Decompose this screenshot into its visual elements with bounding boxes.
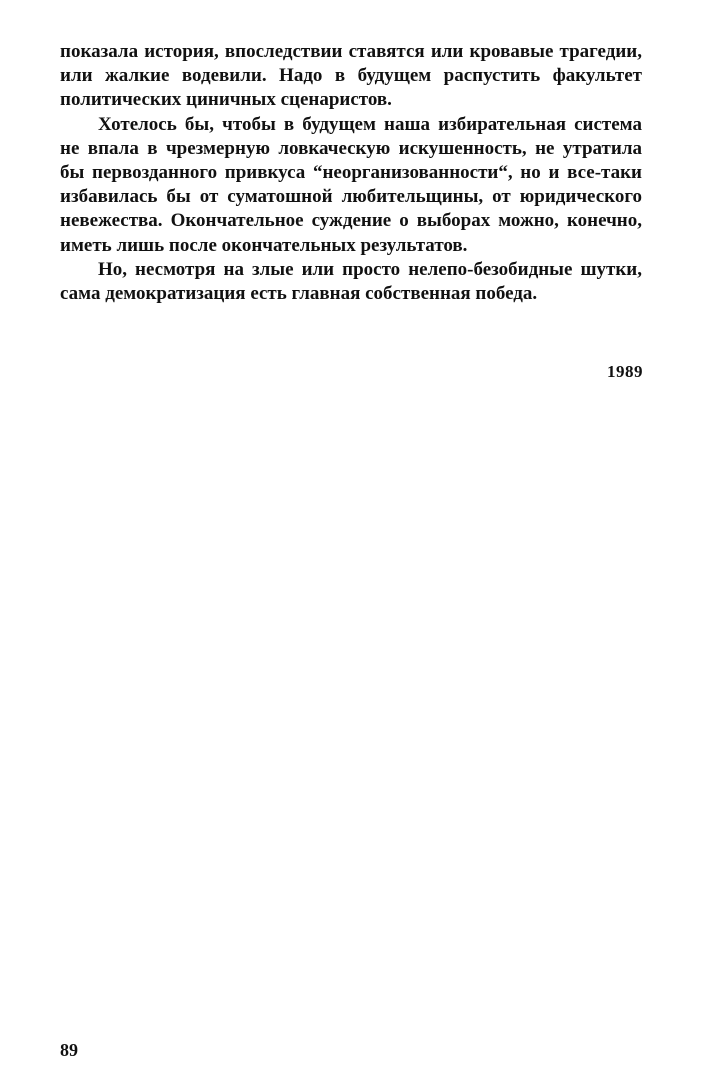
paragraph-3: Но, несмотря на злые или просто нелепо-безобидные шутки, сама демократизация есть главная собственная победа. xyxy=(60,258,642,305)
date-signature: 1989 xyxy=(607,362,643,381)
paragraph-1: показала история, впоследствии ставятся или кровавые трагедии, или жалкие водевили. Надо в будущем распустить факультет политических циничных сценаристов. xyxy=(60,41,642,111)
paragraph-2: Хотелось бы, чтобы в будущем наша избирательная система не впала в чрезмерную ловкаческую искушенность, не утратила бы первозданного привкуса “неорганизованности“, но и все-таки избавилась бы от суматошной любительщины, от юридического невежества. Окончательное суждение о выборах можно, конечно, иметь лишь после окончательных результатов. xyxy=(60,113,642,256)
body-text xyxy=(60,40,642,306)
page-number: 89 xyxy=(60,1040,78,1060)
